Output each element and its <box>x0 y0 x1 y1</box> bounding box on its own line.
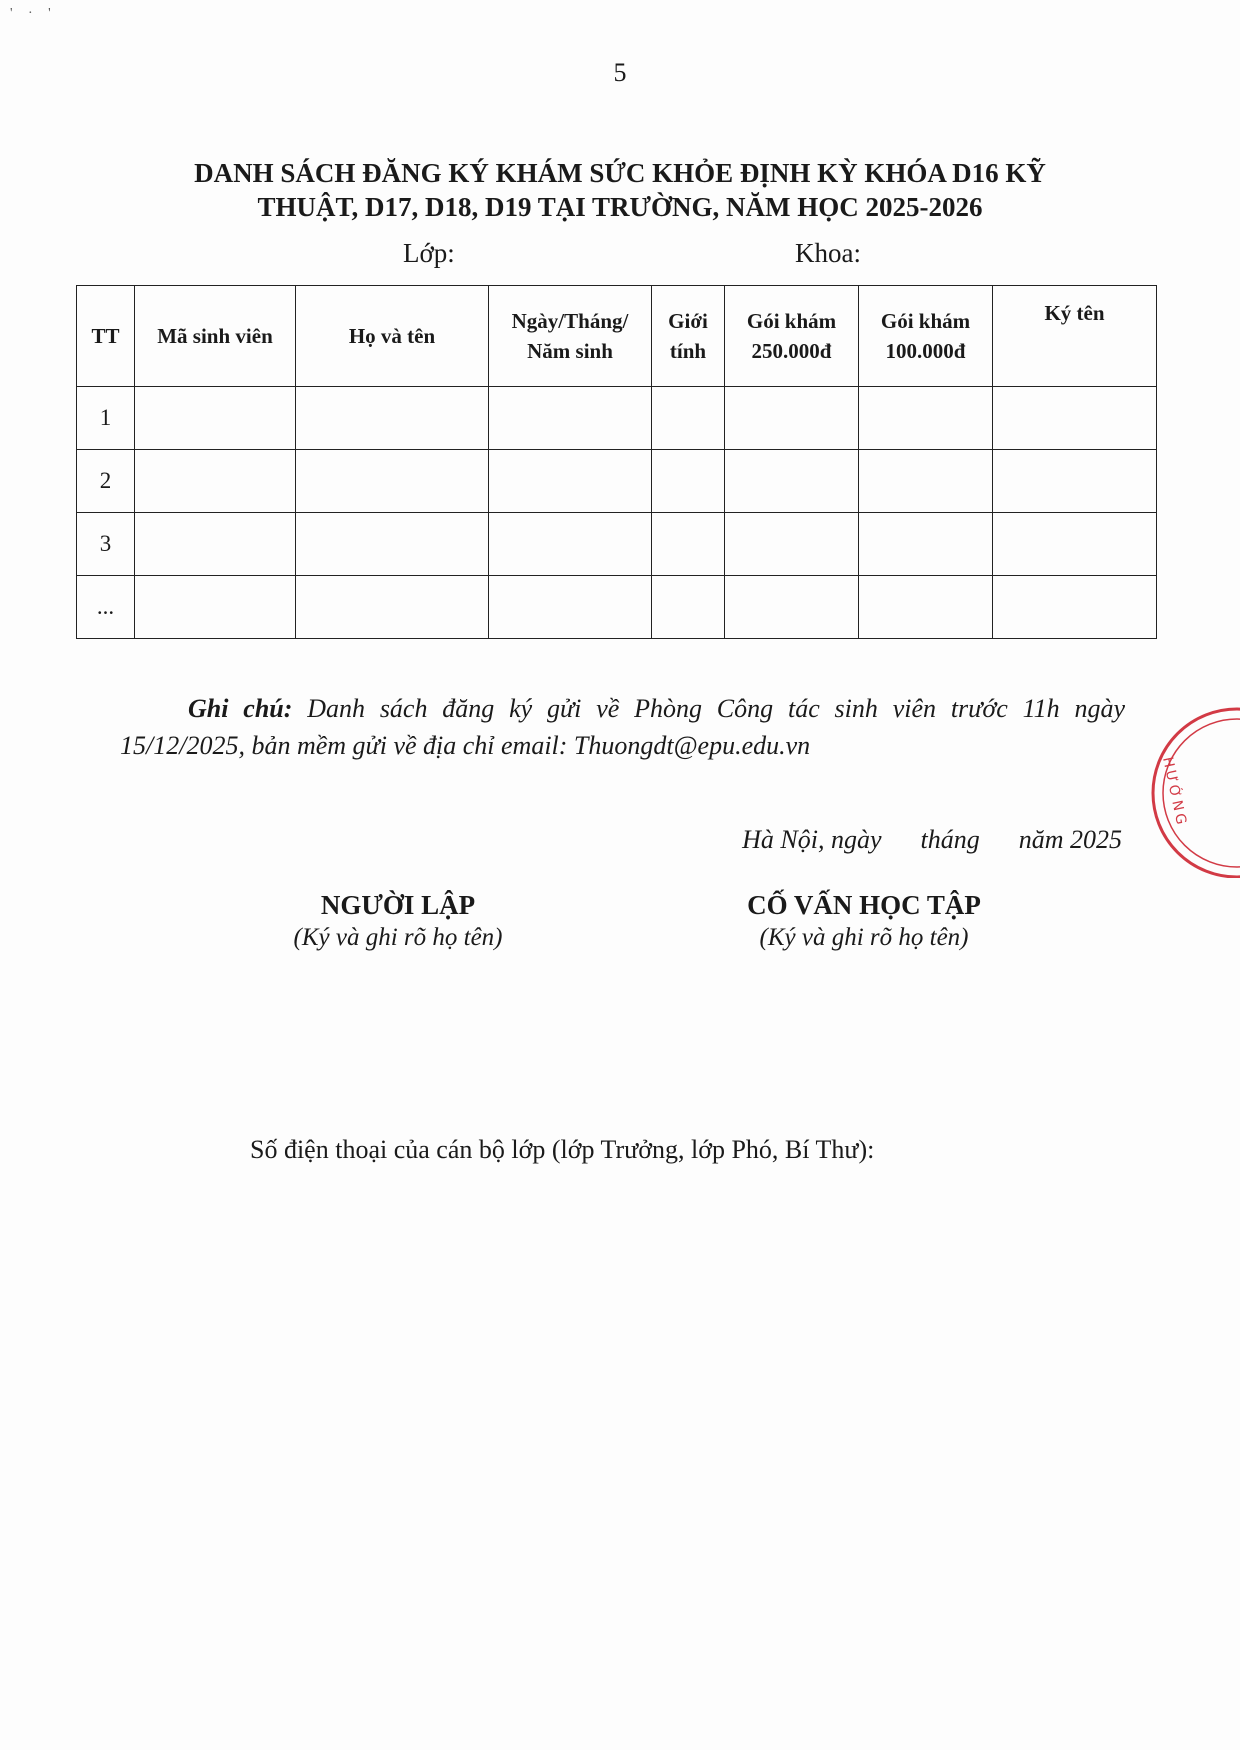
package-100k-cell[interactable] <box>859 387 993 450</box>
advisor-instruction: (Ký và ghi rõ họ tên) <box>759 924 969 951</box>
table-row <box>77 387 1157 450</box>
class-label: Lớp: <box>403 238 455 268</box>
note-paragraph <box>120 690 1125 764</box>
signature-cell[interactable] <box>993 387 1157 450</box>
header-full-name: Họ và tên <box>296 286 489 387</box>
header-student-id: Mã sinh viên <box>135 286 296 387</box>
table-row <box>77 513 1157 576</box>
header-signature: Ký tên <box>993 286 1157 387</box>
row-number: 3 <box>77 513 135 576</box>
page-number: 5 <box>613 58 627 87</box>
preparer-instruction: (Ký và ghi rõ họ tên) <box>293 924 503 951</box>
gender-cell[interactable] <box>652 513 725 576</box>
faculty-label: Khoa: <box>795 238 861 268</box>
student-id-cell[interactable] <box>135 513 296 576</box>
package-250k-cell[interactable] <box>725 450 859 513</box>
date-of-birth-cell[interactable] <box>489 387 652 450</box>
gender-cell[interactable] <box>652 576 725 639</box>
date-of-birth-cell[interactable] <box>489 450 652 513</box>
table-header-row <box>77 286 1157 387</box>
partial-stamp-icon <box>1145 698 1240 878</box>
preparer-signature-block <box>188 888 608 954</box>
student-id-cell[interactable] <box>135 576 296 639</box>
header-gender: Giới tính <box>652 286 725 387</box>
package-100k-cell[interactable] <box>859 576 993 639</box>
header-tt: TT <box>77 286 135 387</box>
scan-corner-marks: ' · ' <box>10 6 57 21</box>
full-name-cell[interactable] <box>296 450 489 513</box>
stamp-text: HƯỚNG <box>1159 755 1190 829</box>
note-text: Danh sách đăng ký gửi về Phòng Công tác sinh viên trước 11h ngày 15/12/2025, bản mềm gửi về địa chỉ email: Thuongdt@epu.edu.vn <box>120 694 1126 760</box>
full-name-cell[interactable] <box>296 576 489 639</box>
date-of-birth-cell[interactable] <box>489 513 652 576</box>
gender-cell[interactable] <box>652 450 725 513</box>
stamp-outer-ring <box>1153 709 1240 877</box>
package-250k-cell[interactable] <box>725 513 859 576</box>
class-officer-phone-label: Số điện thoại của cán bộ lớp (lớp Trưởng, lớp Phó, Bí Thư): <box>250 1135 875 1164</box>
signature-cell[interactable] <box>993 450 1157 513</box>
student-id-cell[interactable] <box>135 450 296 513</box>
header-package-250k: Gói khám 250.000đ <box>725 286 859 387</box>
row-number: 1 <box>77 387 135 450</box>
row-number: 2 <box>77 450 135 513</box>
package-250k-cell[interactable] <box>725 387 859 450</box>
signature-cell[interactable] <box>993 576 1157 639</box>
advisor-signature-block <box>654 888 1074 954</box>
note-label: Ghi chú: <box>188 694 293 723</box>
preparer-title: NGƯỜI LẬP <box>320 890 476 920</box>
title-line-1: DANH SÁCH ĐĂNG KÝ KHÁM SỨC KHỎE ĐỊNH KỲ KHÓA D16 KỸ <box>194 158 1046 188</box>
package-100k-cell[interactable] <box>859 450 993 513</box>
student-id-cell[interactable] <box>135 387 296 450</box>
gender-cell[interactable] <box>652 387 725 450</box>
document-title <box>120 156 1120 224</box>
date-line: Hà Nội, ngày tháng năm 2025 <box>742 825 1122 854</box>
date-of-birth-cell[interactable] <box>489 576 652 639</box>
package-100k-cell[interactable] <box>859 513 993 576</box>
package-250k-cell[interactable] <box>725 576 859 639</box>
signature-cell[interactable] <box>993 513 1157 576</box>
registration-table <box>76 285 1157 639</box>
full-name-cell[interactable] <box>296 513 489 576</box>
header-date-of-birth: Ngày/Tháng/ Năm sinh <box>489 286 652 387</box>
title-line-2: THUẬT, D17, D18, D19 TẠI TRƯỜNG, NĂM HỌC 2025-2026 <box>257 192 983 222</box>
table-row <box>77 576 1157 639</box>
full-name-cell[interactable] <box>296 387 489 450</box>
row-number: ... <box>77 576 135 639</box>
header-package-100k: Gói khám 100.000đ <box>859 286 993 387</box>
advisor-title: CỐ VẤN HỌC TẬP <box>747 890 981 920</box>
table-row <box>77 450 1157 513</box>
